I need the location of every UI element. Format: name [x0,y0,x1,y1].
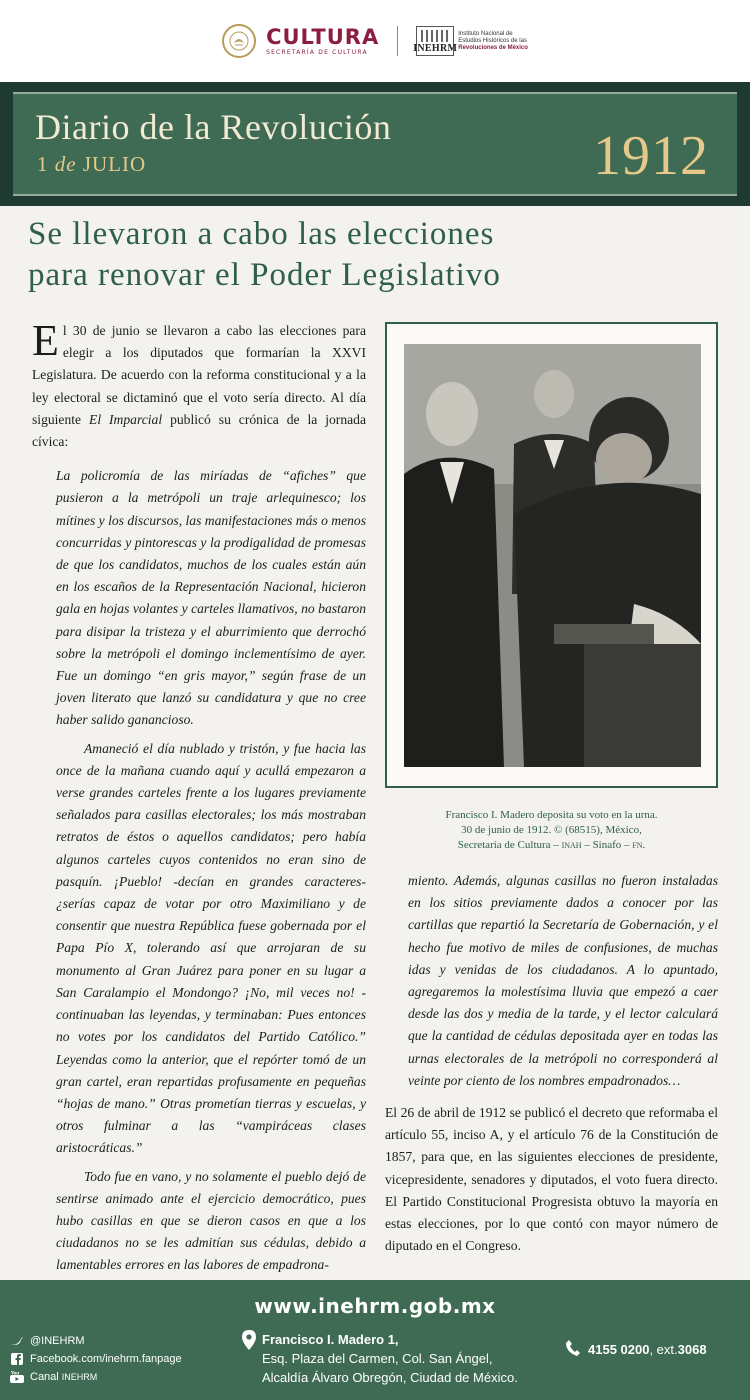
facebook-icon [10,1352,24,1366]
quoted-chronicle [32,465,366,1276]
facebook-link[interactable]: Facebook.com/inehrm.fanpage [10,1350,182,1368]
quote-continuation: miento. Además, algunas casillas no fueron instaladas en los sitios previamente dados a conocer por las cartillas que repartió la Secretaría de Gobernación, y el hecho fue motivo de miles de confusiones, de muchas idas y venidas de los ciudadanos. A lo apuntado, agregaremos la molestísima lluvia que empezó a caer desde las dos y media de la tarde, y el lector calculará que la cantidad de cédulas depositada ayer en todas las urnas electorales de la metrópoli no corresponderá al veinte por ciento de los nombres empadronados… [408,873,718,1088]
intro-paragraph: El 30 de junio se llevaron a cabo las elecciones para elegir a los diputados que formarían la XXVI Legislatura. De acuerdo con la reforma constitucional y a la ley electoral se dictaminó que el voto sería directo. Al día siguiente El Imparcial publicó su crónica de la jornada cívica: [32,316,366,450]
title-banner [0,82,750,206]
cultura-logo[interactable] [222,24,379,58]
youtube-link[interactable]: You Canal INEHRM [11,1371,98,1383]
eagle-seal-icon [222,24,256,58]
social-links [10,1332,182,1386]
newspaper-name: El Imparcial [89,411,163,427]
website-link[interactable]: www.inehrm.gob.mx [254,1294,496,1318]
top-header [0,0,750,82]
quote-paragraph-2: Amaneció el día nublado y tristón, y fue hacia las once de la mañana cuando aquí y acullá empezaron a verse grandes carteles frente a los lugares previamente señalados para casillas electorales; los más mostraban retratos de éstos o aquellos candidatos; pero había algunos carteles cuyos contenidos no eran sino de pasquín. ¡Pueblo! -decían en grandes caracteres- ¿serías capaz de votar por otro Maximiliano y de consentir que nuestra República fuese gobernada por el Papa Pío X, tolerando así que arrojaran de su monumento al Gran Juárez para poner en su lugar a San Caralampio el Mondongo? ¡No, mil veces no! -continuaban las leyendas, y terminaban: Pues entonces no votes por los candidatos del Partido Católico.” Leyendas como la anterior, que el repórter tomó de un gran cartel, eran repartidas profusamente en pequeñas “hojas de mano.” Otras prometían tierras y escuelas, y otros fulminar a las “vampiráceas clases aristocráticas.” [56,740,366,1156]
svg-text:You: You [11,1371,20,1376]
phone-number[interactable]: 4155 0200 , ext. 3068 [566,1340,707,1359]
cultura-wordmark: CULTURA [266,25,380,49]
photo-caption: Francisco I. Madero deposita su voto en la urna. 30 de junio de 1912. © (68515), México, Secretaría de Cultura – inah – Sinafo – fn. [445,809,658,851]
madero-voting-photo[interactable] [404,344,701,767]
quote-paragraph-3: Todo fue en vano, y no solamente el pueblo dejó de sentirse animado ante el ejercicio democrático, pues hubo casillas en que se dieron casos en que a los ciudadanos no se les admitían sus cédulas, debido a lamentables errores en las labores de empadrona- [56,1168,366,1273]
location-pin-icon [242,1330,258,1387]
phone-icon [566,1340,580,1359]
quote-paragraph-1: La policromía de las miríadas de “afiches” que pusieron a la metrópoli un traje arlequinesco; los mítines y los discursos, las manifestaciones más o menos concurridas y pintorescas y la prodigalidad de promesas de que los candidatos, muchos de los cuales están aún en los escaños de la Representación Nacional, hicieron gala en hojas volantes y carteles llamativos, no bastaron para disipar la tristeza y el aburrimiento que derrochó sobre la metrópoli el domingo inclementísimo de ayer. Fue un domingo “en gris mayor,” según frase de un joven literato que lanzó su candidatura y que no cree haber salido ganancioso. [56,468,367,728]
closing-paragraph: El 26 de abril de 1912 se publicó el decreto que reformaba el artículo 55, inciso A, y el artículo 76 de la Constitución de 1857, para que, en las siguientes elecciones de presidente, vicepresidente, senadores y diputados, el voto fuera directo. El Partido Constitucional Progresista obtuvo la mayoría en estas elecciones, por lo que contó con mayor número de diputado en el Congreso. [385,1105,718,1254]
photo-frame [385,322,718,788]
address: Francisco I. Madero 1, Esq. Plaza del Carmen, Col. San Ángel, Alcaldía Álvaro Obregón, Ciudad de México. [242,1330,518,1387]
inehrm-building-icon [413,26,458,56]
banner-date: 1 de JULIO [37,152,147,176]
youtube-icon [10,1370,24,1384]
article-headline: Se llevaron a cabo las elecciones para renovar el Poder Legislativo [28,216,501,293]
drop-cap: E [32,316,59,365]
inehrm-label: INEHRM [413,43,458,54]
banner-year: 1912 [593,125,709,187]
logo-divider [397,26,398,56]
article-left-column [32,316,367,1277]
inehrm-logo[interactable] [413,26,528,56]
footer [0,1280,750,1400]
cultura-subtitle: SECRETARÍA DE CULTURA [266,49,368,56]
twitter-link[interactable]: @INEHRM [10,1332,182,1350]
inehrm-name: Instituto Nacional de Estudios Históricos de las Revoluciones de México [458,30,528,51]
twitter-icon [10,1334,24,1348]
page-title: Diario de la Revolución [35,107,392,147]
